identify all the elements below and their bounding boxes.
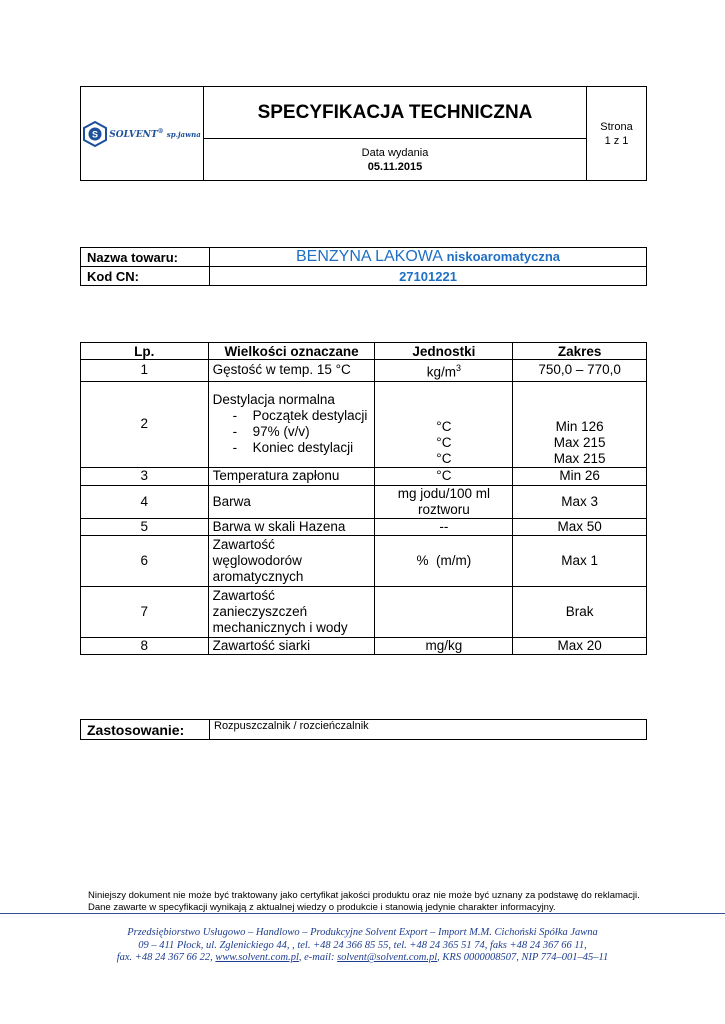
property-name: Barwa: [208, 485, 375, 518]
product-name-sub: niskoaromatyczna: [446, 249, 561, 264]
distillation-steps: [213, 408, 375, 456]
range: Max 1: [513, 535, 647, 586]
row-number: 2: [81, 381, 209, 467]
unit: % (m/m): [375, 535, 513, 586]
property-name: Temperatura zapłonu: [208, 467, 375, 485]
document-title: SPECYFIKACJA TECHNICZNA: [204, 87, 587, 139]
logo-text: SOLVENT® sp.jawna: [109, 127, 201, 140]
unit: $kg/m^3$: [375, 360, 513, 382]
product-name-main: BENZYNA LAKOWA: [295, 248, 443, 265]
disclaimer-line: Niniejszy dokument nie może być traktowany jako certyfikat jakości produktu oraz nie może być uznany za podstawę do reklamacji.: [88, 890, 640, 901]
row-number: 1: [81, 360, 209, 382]
disclaimer: [88, 890, 688, 914]
company-address: 09 – 411 Płock, ul. Zglenickiego 44, , tel. +48 24 366 85 55, tel. +48 24 365 51 74, faks +48 24 367 66 11,: [138, 939, 587, 951]
column-header: Jednostki: [375, 343, 513, 360]
company-name: Przedsiębiorstwo Usługowo – Handlowo – Produkcyjne Solvent Export – Import M.M. Cichoński Spółka Jawna: [127, 927, 598, 938]
specification-table: [80, 342, 647, 655]
table-row: [81, 381, 647, 467]
column-header: Wielkości oznaczane: [208, 343, 375, 360]
email-link[interactable]: solvent@solvent.com.pl: [337, 952, 438, 964]
row-number: 5: [81, 518, 209, 535]
row-number: 7: [81, 586, 209, 637]
page-number: Strona 1 z 1: [587, 87, 647, 181]
document-header: [80, 86, 647, 181]
table-row: [81, 467, 647, 485]
property-name: Zawartość siarki: [208, 637, 375, 654]
unit: mg/kg: [375, 637, 513, 654]
table-row: [81, 535, 647, 586]
logo-cell: [81, 87, 204, 181]
list-item: - 97% (v/v): [213, 424, 375, 440]
product-name: [210, 248, 647, 267]
row-number: 8: [81, 637, 209, 654]
unit: °C: [375, 467, 513, 485]
range: Max 3: [513, 485, 647, 518]
unit: mg jodu/100 ml roztworu: [375, 485, 513, 518]
issue-date: [204, 139, 587, 181]
list-item: - Koniec destylacji: [213, 440, 375, 456]
row-number: 3: [81, 467, 209, 485]
unit: [375, 586, 513, 637]
table-row: [81, 586, 647, 637]
table-row: [81, 485, 647, 518]
issue-date-label: Data wydania: [361, 146, 429, 159]
svg-text:S: S: [92, 129, 99, 139]
table-row: [81, 637, 647, 654]
row-number: 6: [81, 535, 209, 586]
range: Brak: [513, 586, 647, 637]
cn-code-label: Kod CN:: [81, 267, 210, 286]
company-footer: [60, 927, 665, 965]
table-header-row: [81, 343, 647, 360]
usage-value: Rozpuszczalnik / rozcieńczalnik: [210, 720, 647, 740]
column-header: Lp.: [81, 343, 209, 360]
range: Min 26: [513, 467, 647, 485]
disclaimer-line: Dane zawarte w specyfikacji wynikają z aktualnej wiedzy o produkcie i stanowią jedynie charakter informacyjny.: [88, 902, 556, 913]
solvent-s-emblem-icon: [83, 121, 107, 147]
table-row: [81, 518, 647, 535]
property-name: Zawartość zanieczyszczeń mechanicznych i wody: [208, 586, 375, 637]
property-name: Destylacja normalna - Początek destylacji - 97% (v/v) - Koniec destylacji: [208, 381, 375, 467]
property-name: Zawartość węglowodorów aromatycznych: [208, 535, 375, 586]
issue-date-value: 05.11.2015: [367, 160, 423, 173]
range: Min 126 Max 215 Max 215: [513, 381, 647, 467]
unit: °C °C °C: [375, 381, 513, 467]
property-name: Barwa w skali Hazena: [208, 518, 375, 535]
cn-code-value: 27101221: [210, 267, 647, 286]
column-header: Zakres: [513, 343, 647, 360]
company-contact: fax. +48 24 367 66 22, www.solvent.com.pl, e-mail: solvent@solvent.com.pl, KRS 0000008507, NIP 774–001–45–11: [116, 952, 609, 964]
footer-divider: [0, 913, 725, 914]
range: Max 50: [513, 518, 647, 535]
product-name-label: Nazwa towaru:: [81, 248, 210, 267]
range: Max 20: [513, 637, 647, 654]
table-row: [81, 360, 647, 382]
unit: --: [375, 518, 513, 535]
property-name: Gęstość w temp. 15 °C: [208, 360, 375, 382]
company-logo: [81, 121, 203, 147]
list-item: - Początek destylacji: [213, 408, 375, 424]
usage-table: [80, 719, 647, 740]
usage-label: Zastosowanie:: [81, 720, 210, 740]
row-number: 4: [81, 485, 209, 518]
product-info: [80, 247, 647, 286]
website-link[interactable]: www.solvent.com.pl: [215, 952, 299, 964]
range: 750,0 – 770,0: [513, 360, 647, 382]
